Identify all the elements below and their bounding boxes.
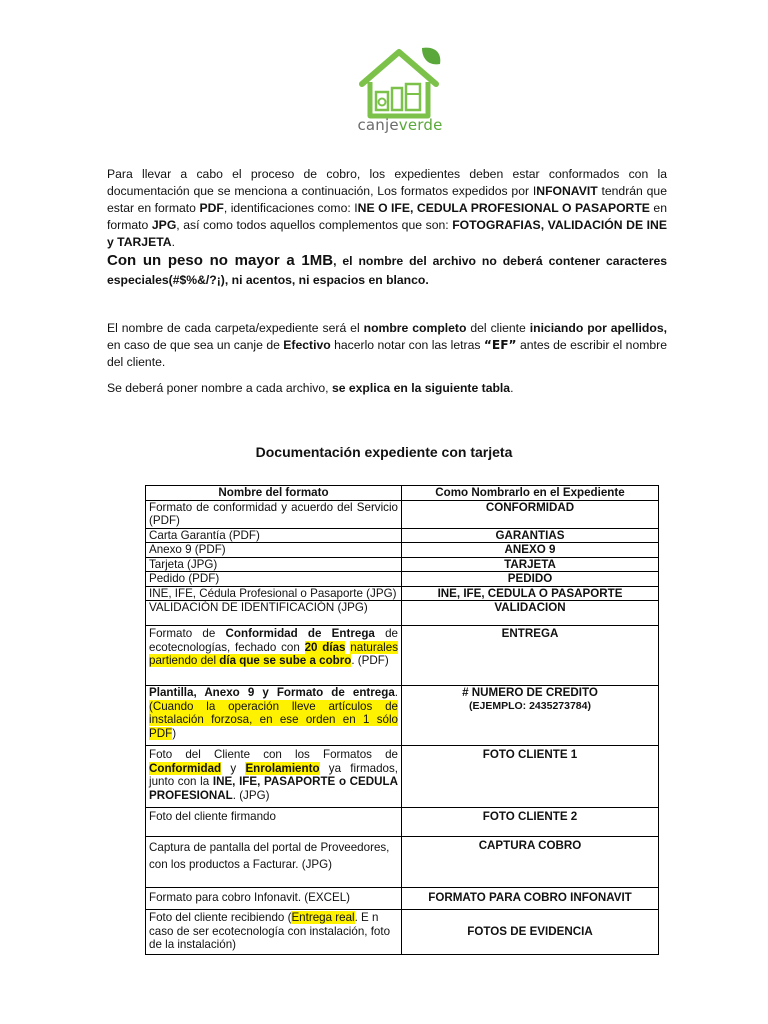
- format-cell: INE, IFE, Cédula Profesional o Pasaporte (JPG): [146, 586, 402, 601]
- format-cell: Foto del Cliente con los Formatos de Conformidad y Enrolamiento ya firmados, junto con la INE, IFE, PASAPORTE o CEDULA PROFESIONAL. (JPG): [146, 746, 402, 808]
- format-cell: Formato de Conformidad de Entrega de ecotecnologías, fechado con 20 días naturales partiendo del día que se sube a cobro. (PDF): [146, 626, 402, 686]
- table-row: [146, 572, 659, 587]
- table-row: [146, 808, 659, 837]
- table-row: [146, 626, 659, 686]
- table-row: [146, 557, 659, 572]
- format-cell: Pedido (PDF): [146, 572, 402, 587]
- naming-cell: ENTREGA: [402, 626, 659, 686]
- format-cell: Carta Garantía (PDF): [146, 528, 402, 543]
- naming-cell: GARANTIAS: [402, 528, 659, 543]
- folder-naming-paragraph: El nombre de cada carpeta/expediente será el nombre completo del cliente iniciando por apellidos, en caso de que sea un canje de Efectivo hacerlo notar con las letras “EF” antes de escribir el nombre del cliente.: [107, 321, 667, 369]
- naming-cell: INE, IFE, CEDULA O PASAPORTE: [402, 586, 659, 601]
- naming-cell: TARJETA: [402, 557, 659, 572]
- table-header-row: [146, 486, 659, 501]
- format-cell: Captura de pantalla del portal de Proveedores, con los productos a Facturar. (JPG): [146, 837, 402, 888]
- format-cell: Foto del cliente firmando: [146, 808, 402, 837]
- size-rule-paragraph: Con un peso no mayor a 1MB, el nombre del archivo no deberá contener caracteres especiales(#$%&/?¡), ni acentos, ni espacios en blanco.: [107, 252, 668, 287]
- format-cell: Plantilla, Anexo 9 y Formato de entrega. (Cuando la operación lleve artículos de instalación forzosa, en ese orden en 1 sólo PDF): [146, 686, 402, 746]
- table-row: [146, 528, 659, 543]
- column-header-format: Nombre del formato: [146, 486, 402, 501]
- table-row: [146, 837, 659, 888]
- naming-cell: FOTO CLIENTE 2: [402, 808, 659, 837]
- documentation-table: [145, 485, 659, 955]
- naming-cell: FOTO CLIENTE 1: [402, 746, 659, 808]
- naming-cell: FORMATO PARA COBRO INFONAVIT: [402, 888, 659, 910]
- table-row: [146, 543, 659, 558]
- naming-cell: FOTOS DE EVIDENCIA: [402, 910, 659, 955]
- naming-cell: CONFORMIDAD: [402, 500, 659, 528]
- column-header-naming: Como Nombrarlo en el Expediente: [402, 486, 659, 501]
- table-title: Documentación expediente con tarjeta: [255, 444, 513, 460]
- intro-paragraph: Para llevar a cabo el proceso de cobro, los expedientes deben estar conformados con la documentación que se menciona a continuación, Los formatos expedidos por INFONAVIT tendrán que estar en formato PDF, identificaciones como: INE O IFE, CEDULA PROFESIONAL O PASAPORTE en formato JPG, así como todos aquellos complementos que son: FOTOGRAFIAS, VALIDACIÓN DE INE y TARJETA.: [107, 167, 667, 249]
- table-row: [146, 500, 659, 528]
- naming-cell: ANEXO 9: [402, 543, 659, 558]
- format-cell: Foto del cliente recibiendo (Entrega real. E n caso de ser ecotecnología con instalación, foto de la instalación): [146, 910, 402, 955]
- table-row: [146, 888, 659, 910]
- table-row: [146, 686, 659, 746]
- format-cell: Anexo 9 (PDF): [146, 543, 402, 558]
- table-row: [146, 746, 659, 808]
- naming-cell: CAPTURA COBRO: [402, 837, 659, 888]
- table-row: [146, 910, 659, 955]
- table-row: [146, 601, 659, 626]
- file-naming-paragraph: Se deberá poner nombre a cada archivo, se explica en la siguiente tabla.: [107, 381, 514, 395]
- format-cell: VALIDACIÓN DE IDENTIFICACIÓN (JPG): [146, 601, 402, 626]
- table-row: [146, 586, 659, 601]
- naming-cell: # NUMERO DE CREDITO (EJEMPLO: 2435273784): [402, 686, 659, 746]
- format-cell: Tarjeta (JPG): [146, 557, 402, 572]
- naming-cell: VALIDACION: [402, 601, 659, 626]
- logo-wordmark: canjeverde: [357, 116, 443, 134]
- format-cell: Formato de conformidad y acuerdo del Servicio (PDF): [146, 500, 402, 528]
- format-cell: Formato para cobro Infonavit. (EXCEL): [146, 888, 402, 910]
- naming-cell: PEDIDO: [402, 572, 659, 587]
